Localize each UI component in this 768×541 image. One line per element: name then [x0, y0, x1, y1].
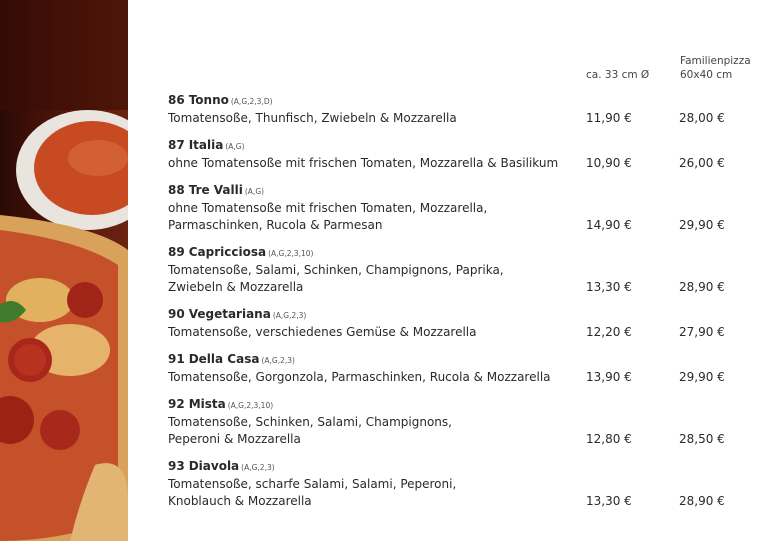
item-description: Tomatensoße, Schinken, Salami, Champignons,: [168, 415, 452, 429]
pizza-menu-list: [168, 92, 748, 520]
item-title: [168, 137, 748, 155]
price-regular: 12,80 €: [586, 432, 632, 446]
price-regular: 13,30 €: [586, 494, 632, 508]
item-title: [168, 458, 748, 476]
item-name: Tre Valli: [188, 183, 243, 197]
item-name: Italia: [188, 138, 224, 152]
item-name: Diavola: [188, 459, 240, 473]
item-allergens: (A,G,2,3,10): [268, 249, 314, 258]
price-regular: 13,90 €: [586, 370, 632, 384]
item-name: Mista: [188, 397, 226, 411]
item-allergens: (A,G,2,3,10): [227, 401, 274, 410]
menu-item: [168, 137, 748, 172]
item-name: Vegetariana: [188, 307, 271, 321]
item-number: 88: [168, 183, 185, 197]
item-description: Zwiebeln & Mozzarella: [168, 280, 304, 294]
family-header-line2: 60x40 cm: [680, 69, 733, 81]
item-title: [168, 244, 748, 262]
price-family: 26,00 €: [679, 156, 725, 170]
menu-item: [168, 458, 748, 510]
item-description: Parmaschinken, Rucola & Parmesan: [168, 218, 383, 232]
item-description: Tomatensoße, verschiedenes Gemüse & Mozzarella: [168, 325, 477, 339]
item-description: Tomatensoße, Thunfisch, Zwiebeln & Mozzarella: [168, 111, 457, 125]
price-family: 29,90 €: [679, 370, 725, 384]
price-regular: 10,90 €: [586, 156, 632, 170]
item-allergens: (A,G): [244, 187, 265, 196]
item-description: ohne Tomatensoße mit frischen Tomaten, Mozzarella & Basilikum: [168, 156, 559, 170]
price-column-headers: [0, 54, 768, 84]
price-family: 27,90 €: [679, 325, 725, 339]
size-header-33cm: ca. 33 cm Ø: [586, 69, 650, 81]
menu-item: [168, 92, 748, 127]
item-description: Knoblauch & Mozzarella: [168, 494, 312, 508]
price-family: 28,00 €: [679, 111, 725, 125]
menu-item: [168, 306, 748, 341]
item-description: Tomatensoße, Salami, Schinken, Champignons, Paprika,: [168, 263, 504, 277]
price-regular: 11,90 €: [586, 111, 632, 125]
menu-item: [168, 396, 748, 448]
item-title: [168, 182, 748, 200]
item-title: [168, 306, 748, 324]
price-regular: 14,90 €: [586, 218, 632, 232]
item-allergens: (A,G): [225, 142, 245, 151]
price-family: 29,90 €: [679, 218, 725, 232]
item-description: Tomatensoße, Gorgonzola, Parmaschinken, Rucola & Mozzarella: [168, 370, 551, 384]
item-title: [168, 396, 748, 414]
item-number: 90: [168, 307, 185, 321]
item-number: 93: [168, 459, 185, 473]
price-family: 28,90 €: [679, 494, 725, 508]
item-number: 87: [168, 138, 185, 152]
price-regular: 13,30 €: [586, 280, 632, 294]
item-description: ohne Tomatensoße mit frischen Tomaten, Mozzarella,: [168, 201, 488, 215]
price-family: 28,50 €: [679, 432, 725, 446]
item-allergens: (A,G,2,3): [241, 463, 275, 472]
item-allergens: (A,G,2,3,D): [230, 97, 273, 106]
item-name: Tonno: [188, 93, 229, 107]
item-number: 89: [168, 245, 185, 259]
item-description: Tomatensoße, scharfe Salami, Salami, Peperoni,: [168, 477, 457, 491]
price-regular: 12,20 €: [586, 325, 632, 339]
item-name: Capricciosa: [188, 245, 267, 259]
item-number: 86: [168, 93, 185, 107]
menu-item: [168, 182, 748, 234]
item-title: [168, 351, 748, 369]
item-allergens: (A,G,2,3): [272, 311, 307, 320]
menu-item: [168, 351, 748, 386]
menu-item: [168, 244, 748, 296]
family-header-line1: Familienpizza: [680, 55, 751, 67]
size-header-family: [680, 54, 751, 82]
price-family: 28,90 €: [679, 280, 725, 294]
item-name: Della Casa: [188, 352, 260, 366]
item-number: 92: [168, 397, 185, 411]
item-title: [168, 92, 748, 110]
item-description: Peperoni & Mozzarella: [168, 432, 301, 446]
item-allergens: (A,G,2,3): [261, 356, 295, 365]
item-number: 91: [168, 352, 185, 366]
